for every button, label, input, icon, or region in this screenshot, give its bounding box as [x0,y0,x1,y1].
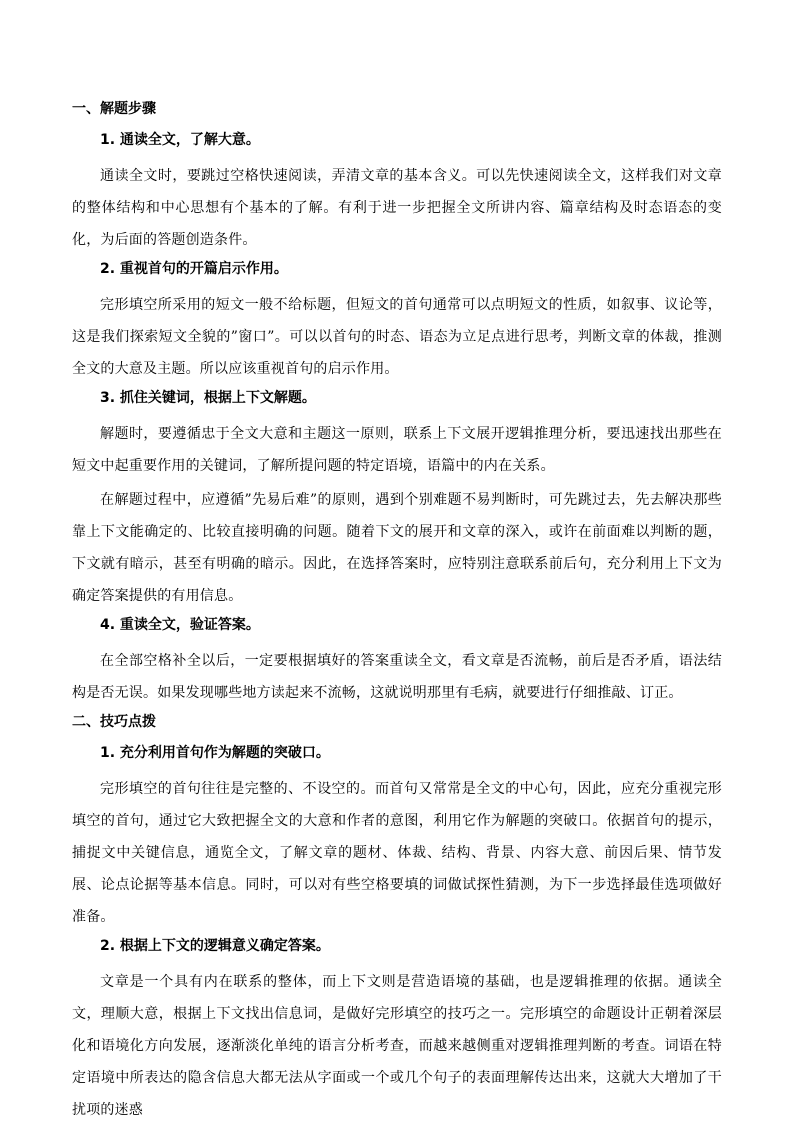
step-heading-reread: 4. 重读全文，验证答案。 [100,617,260,633]
section-heading-tips: 二、技巧点拨 [72,714,156,730]
paragraph: 在全部空格补全以后，一定要根据填好的答案重读全文，看文章是否流畅，前后是否矛盾，语法结构是否无误。如果发现哪些地方读起来不流畅，这就说明那里有毛病，就要进行仔细推敲、订正。 [72,653,722,701]
section-heading-solving-steps: 一、解题步骤 [72,101,156,117]
document-body [72,98,722,1128]
paragraph: 完形填空所采用的短文一般不给标题，但短文的首句通常可以点明短文的性质，如叙事、议论等，这是我们探索短文全貌的”窗口”。可以以首句的时态、语态为立足点进行思考，判断文章的体裁，推测全文的大意及主题。所以应该重视首句的启示作用。 [72,297,722,377]
paragraph: 完形填空的首句往往是完整的、不设空的。而首句又常常是全文的中心句，因此，应充分重视完形填空的首句，通过它大致把握全文的大意和作者的意图，利用它作为解题的突破口。依据首句的提示，捕捉文中关键信息，通览全文，了解文章的题材、体裁、结构、背景、内容大意、前因后果、情节发展、论点论据等基本信息。同时，可以对有些空格要填的词做试探性猜测，为下一步选择最佳选项做好准备。 [72,781,722,925]
tip-heading-context-logic: 2. 根据上下文的逻辑意义确定答案。 [100,938,330,954]
step-heading-keywords: 3. 抓住关键词，根据上下文解题。 [100,390,316,406]
step-heading-read-through: 1. 通读全文，了解大意。 [100,132,260,148]
paragraph: 通读全文时，要跳过空格快速阅读，弄清文章的基本含义。可以先快速阅读全文，这样我们对文章的整体结构和中心思想有个基本的了解。有利于进一步把握全文所讲内容、篇章结构及时态语态的变化，为后面的答题创造条件。 [72,168,722,248]
tip-heading-first-sentence-breakthrough: 1. 充分利用首句作为解题的突破口。 [100,745,330,761]
paragraph: 解题时，要遵循忠于全文大意和主题这一原则，联系上下文展开逻辑推理分析，要迅速找出那些在短文中起重要作用的关键词，了解所提问题的特定语境，语篇中的内在关系。 [72,426,722,474]
paragraph: 文章是一个具有内在联系的整体，而上下文则是营造语境的基础，也是逻辑推理的依据。通读全文，理顺大意，根据上下文找出信息词，是做好完形填空的技巧之一。完形填空的命题设计正朝着深层化和语境化方向发展，逐渐淡化单纯的语言分析考查，而越来越侧重对逻辑推理判断的考查。词语在特定语境中所表达的隐含信息大都无法从字面或一个或几个句子的表面理解传达出来，这就大大增加了干扰项的迷惑 [72,974,722,1118]
paragraph: 在解题过程中，应遵循”先易后难”的原则，遇到个别难题不易判断时，可先跳过去，先去解决那些靠上下文能确定的、比较直接明确的问题。随着下文的展开和文章的深入，或许在前面难以判断的题，下文就有暗示，甚至有明确的暗示。因此，在选择答案时，应特别注意联系前后句，充分利用上下文为确定答案提供的有用信息。 [72,492,722,604]
step-heading-first-sentence: 2. 重视首句的开篇启示作用。 [100,261,288,277]
